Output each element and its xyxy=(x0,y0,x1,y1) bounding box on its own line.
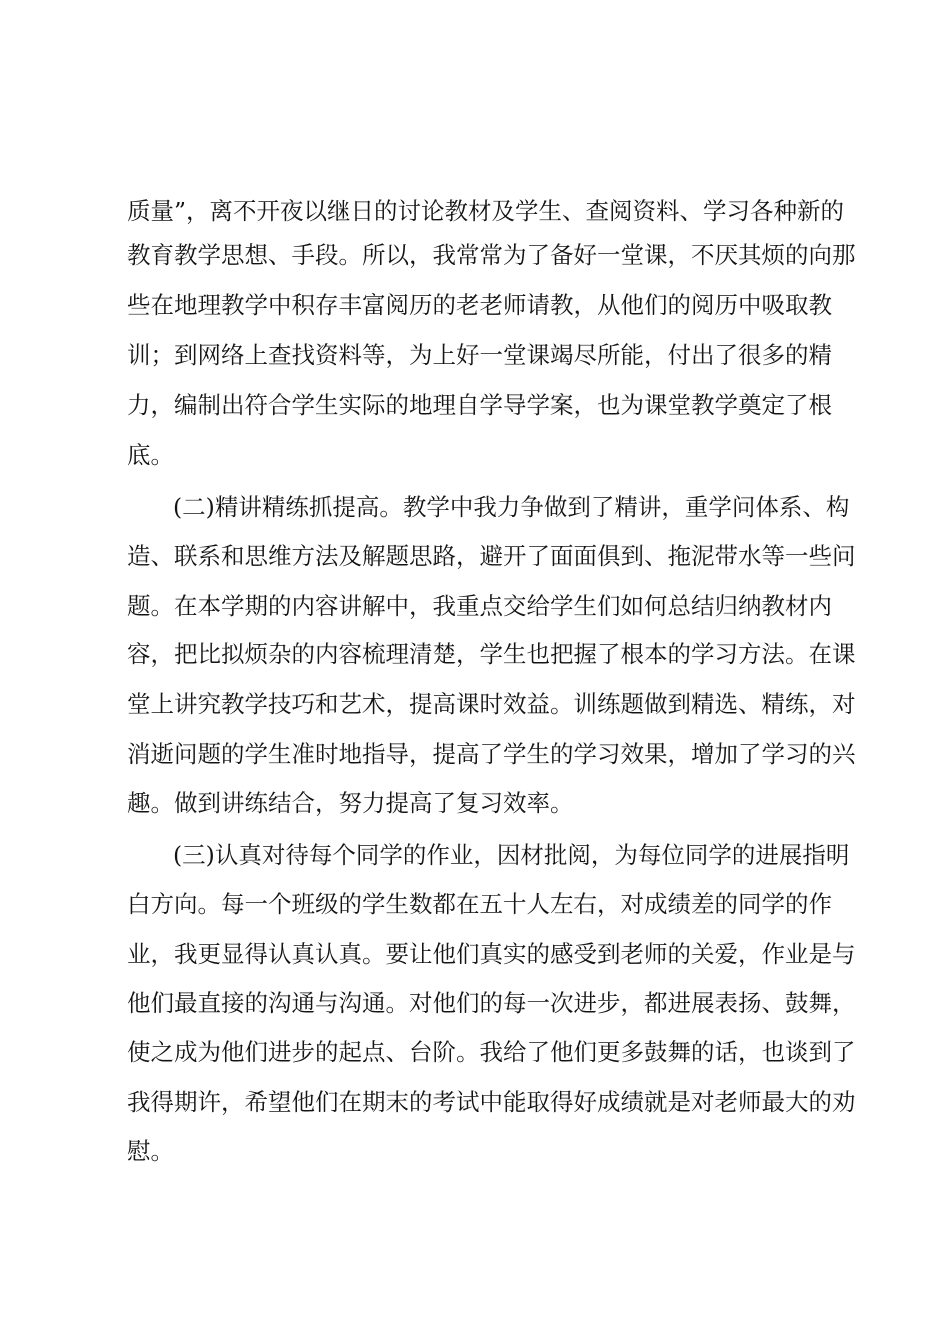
text-line: 教育教学思想、手段。所以，我常常为了备好一堂课，不厌其烦的向那 xyxy=(127,241,856,269)
text-line: 力，编制出符合学生实际的地理自学导学案，也为课堂教学奠定了根 xyxy=(127,391,832,419)
text-line: 消逝问题的学生准时地指导，提高了学生的学习效果，增加了学习的兴 xyxy=(127,740,856,768)
text-line: 使之成为他们进步的起点、台阶。我给了他们更多鼓舞的话，也谈到了 xyxy=(127,1038,856,1066)
text-line: 他们最直接的沟通与沟通。对他们的每一次进步，都进展表扬、鼓舞， xyxy=(127,989,856,1017)
text-line: 我得期许，希望他们在期末的考试中能取得好成绩就是对老师最大的劝 xyxy=(127,1088,856,1116)
text-line: 白方向。每一个班级的学生数都在五十人左右，对成绩差的同学的作 xyxy=(127,890,832,918)
text-line-indented: (二)精讲精练抓提高。教学中我力争做到了精讲，重学问体系、构 xyxy=(173,493,850,521)
text-line: 业，我更显得认真认真。要让他们真实的感受到老师的关爱，作业是与 xyxy=(127,940,856,968)
text-line: 训；到网络上查找资料等，为上好一堂课竭尽所能，付出了很多的精 xyxy=(127,341,832,369)
text-line: 容，把比拟烦杂的内容梳理清楚，学生也把握了根本的学习方法。在课 xyxy=(127,640,856,668)
text-line: 造、联系和思维方法及解题思路，避开了面面俱到、拖泥带水等一些问 xyxy=(127,542,856,570)
text-line: 底。 xyxy=(127,441,174,469)
text-line: 堂上讲究教学技巧和艺术，提高课时效益。训练题做到精选、精练，对 xyxy=(127,690,856,718)
text-line-indented: (三)认真对待每个同学的作业，因材批阅，为每位同学的进展指明 xyxy=(173,841,850,869)
text-line: 些在地理教学中积存丰富阅历的老老师请教，从他们的阅历中吸取教 xyxy=(127,291,832,319)
text-line: 慰。 xyxy=(127,1137,174,1165)
text-line: 题。在本学期的内容讲解中，我重点交给学生们如何总结归纳教材内 xyxy=(127,592,832,620)
text-line: 趣。做到讲练结合，努力提高了复习效率。 xyxy=(127,789,574,817)
text-line: 质量”，离不开夜以继日的讨论教材及学生、查阅资料、学习各种新的 xyxy=(127,197,845,225)
